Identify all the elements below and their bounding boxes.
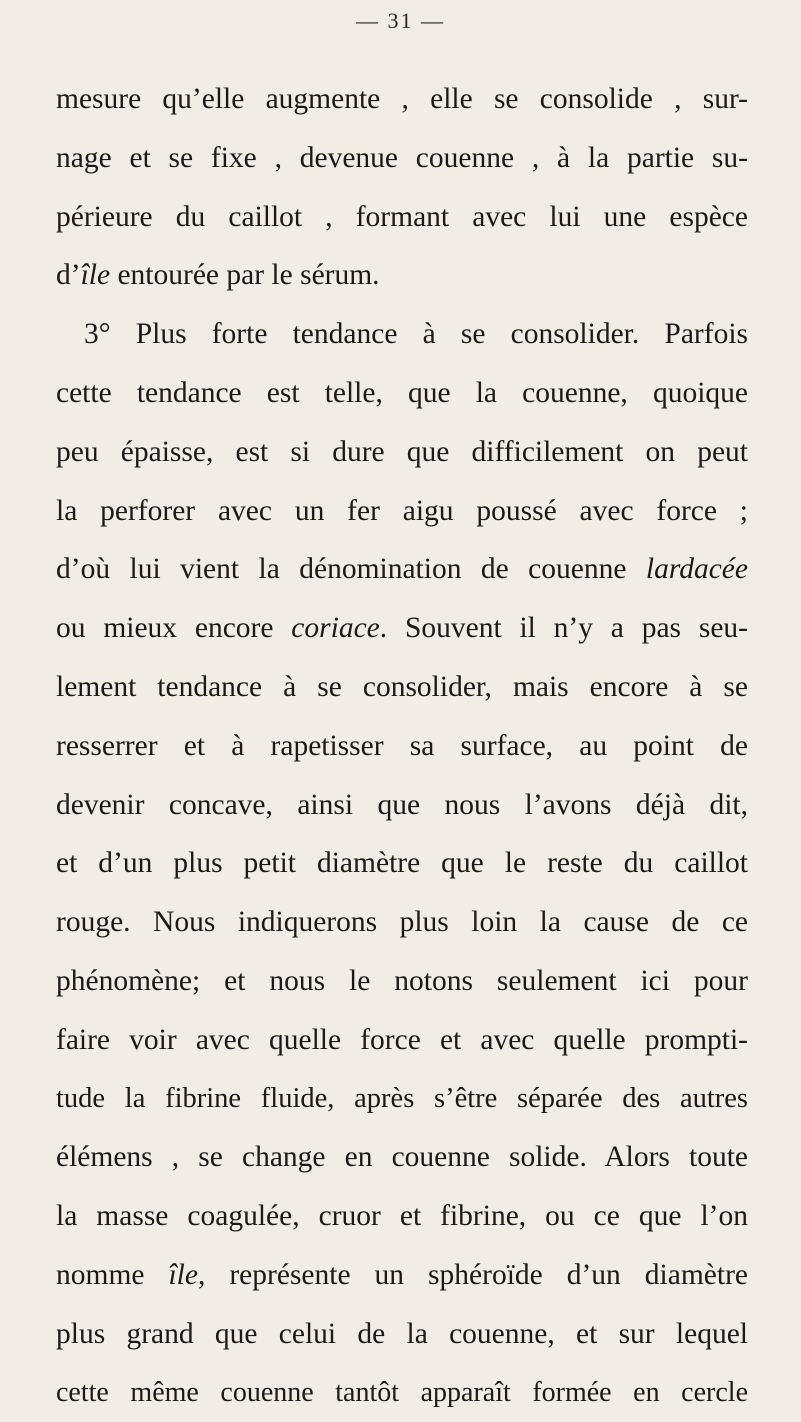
line-text: faire voir avec quelle force et avec quelle prompti- bbox=[56, 1023, 748, 1056]
line-text: cette tendance est telle, que la couenne, quoique bbox=[56, 376, 748, 409]
line-text: périeure du caillot , formant avec lui une espèce bbox=[56, 200, 748, 233]
line-text: 3° Plus forte tendance à se consolider. Parfois bbox=[84, 318, 748, 351]
text-line bbox=[56, 129, 748, 188]
text-line bbox=[56, 423, 748, 482]
line-text: plus grand que celui de la couenne, et sur lequel bbox=[56, 1317, 748, 1350]
line-text: la perforer avec un fer aigu poussé avec force ; bbox=[56, 494, 748, 527]
line-text: tude la fibrine fluide, après s’être séparée des autres bbox=[56, 1082, 748, 1114]
text-line bbox=[56, 70, 748, 129]
italic-term: lardacée bbox=[645, 553, 748, 586]
line-text: cette même couenne tantôt apparaît formée en cercle bbox=[56, 1376, 748, 1408]
text-line bbox=[56, 717, 748, 776]
text-line bbox=[56, 1070, 748, 1129]
italic-term: coriace bbox=[291, 612, 380, 645]
text-line bbox=[56, 776, 748, 835]
text-line bbox=[56, 540, 748, 599]
text-line bbox=[56, 1246, 748, 1305]
body-text bbox=[56, 70, 748, 1422]
text-line bbox=[56, 1305, 748, 1364]
line-text: rouge. Nous indiquerons plus loin la cause de ce bbox=[56, 906, 748, 939]
text-line bbox=[56, 658, 748, 717]
line-text: devenir concave, ainsi que nous l’avons déjà dit, bbox=[56, 788, 748, 821]
text-line bbox=[56, 1187, 748, 1246]
line-text: élémens , se change en couenne solide. Alors toute bbox=[56, 1141, 748, 1174]
text-line bbox=[56, 246, 748, 305]
text-line bbox=[56, 834, 748, 893]
italic-term: île bbox=[168, 1258, 198, 1291]
text-line bbox=[56, 1364, 748, 1422]
text-line bbox=[56, 952, 748, 1011]
line-text: et d’un plus petit diamètre que le reste du caillot bbox=[56, 847, 748, 880]
text-line bbox=[56, 482, 748, 541]
paragraph-start-line bbox=[56, 305, 748, 364]
line-text: d’où lui vient la dénomination de couenne bbox=[56, 553, 646, 586]
line-text: nomme bbox=[56, 1258, 169, 1291]
text-line bbox=[56, 1128, 748, 1187]
text-line bbox=[56, 188, 748, 247]
line-text: peu épaisse, est si dure que difficilement on peut bbox=[56, 435, 748, 468]
line-text: phénomène; et nous le notons seulement ici pour bbox=[56, 964, 748, 997]
text-line bbox=[56, 599, 748, 658]
page-number: — 31 — bbox=[356, 8, 445, 33]
line-text: , représente un sphéroïde d’un diamètre bbox=[197, 1258, 748, 1291]
line-text: resserrer et à rapetisser sa surface, au point de bbox=[56, 729, 748, 762]
text-line bbox=[56, 893, 748, 952]
line-text: d’ bbox=[56, 259, 81, 292]
line-text: entourée par le sérum. bbox=[110, 259, 380, 292]
line-text: . Souvent il n’y a pas seu- bbox=[379, 612, 748, 645]
line-text: la masse coagulée, cruor et fibrine, ou ce que l’on bbox=[56, 1200, 748, 1233]
text-line bbox=[56, 364, 748, 423]
italic-term: île bbox=[80, 259, 111, 292]
line-text: mesure qu’elle augmente , elle se consolide , sur- bbox=[56, 83, 748, 115]
line-text: lement tendance à se consolider, mais encore à se bbox=[56, 670, 748, 703]
line-text: ou mieux encore bbox=[56, 612, 292, 645]
text-line bbox=[56, 1011, 748, 1070]
line-text: nage et se fixe , devenue couenne , à la partie su- bbox=[56, 141, 748, 174]
